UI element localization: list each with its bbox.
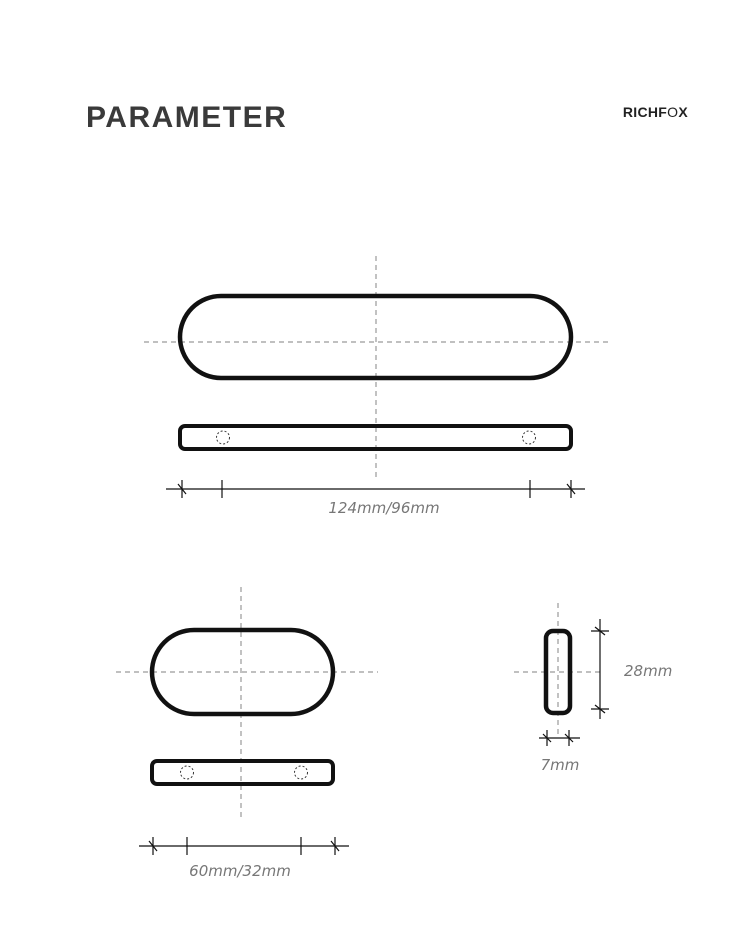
brand-logo-suffix: X <box>678 104 688 120</box>
thickness-label: 7mm <box>540 756 580 774</box>
height-label: 28mm <box>624 662 673 680</box>
small-handle-mounting-hole-left <box>181 766 194 779</box>
large-handle-mounting-hole-left <box>217 431 230 444</box>
small-handle-dimension-line <box>139 837 349 855</box>
large-handle-dimension-line <box>166 480 585 498</box>
large-handle-length-label: 124mm/96mm <box>328 499 440 517</box>
thickness-dimension-line <box>539 730 580 746</box>
page-title: PARAMETER <box>86 101 288 134</box>
brand-logo-o: O <box>667 104 679 120</box>
center-lines <box>116 256 612 818</box>
height-dimension-line <box>591 619 609 719</box>
large-handle-mounting-hole-right <box>523 431 536 444</box>
brand-logo-prefix: RICHF <box>622 104 668 120</box>
small-handle-top-view <box>152 761 333 784</box>
small-handle-length-label: 60mm/32mm <box>189 862 291 880</box>
small-handle-mounting-hole-right <box>295 766 308 779</box>
